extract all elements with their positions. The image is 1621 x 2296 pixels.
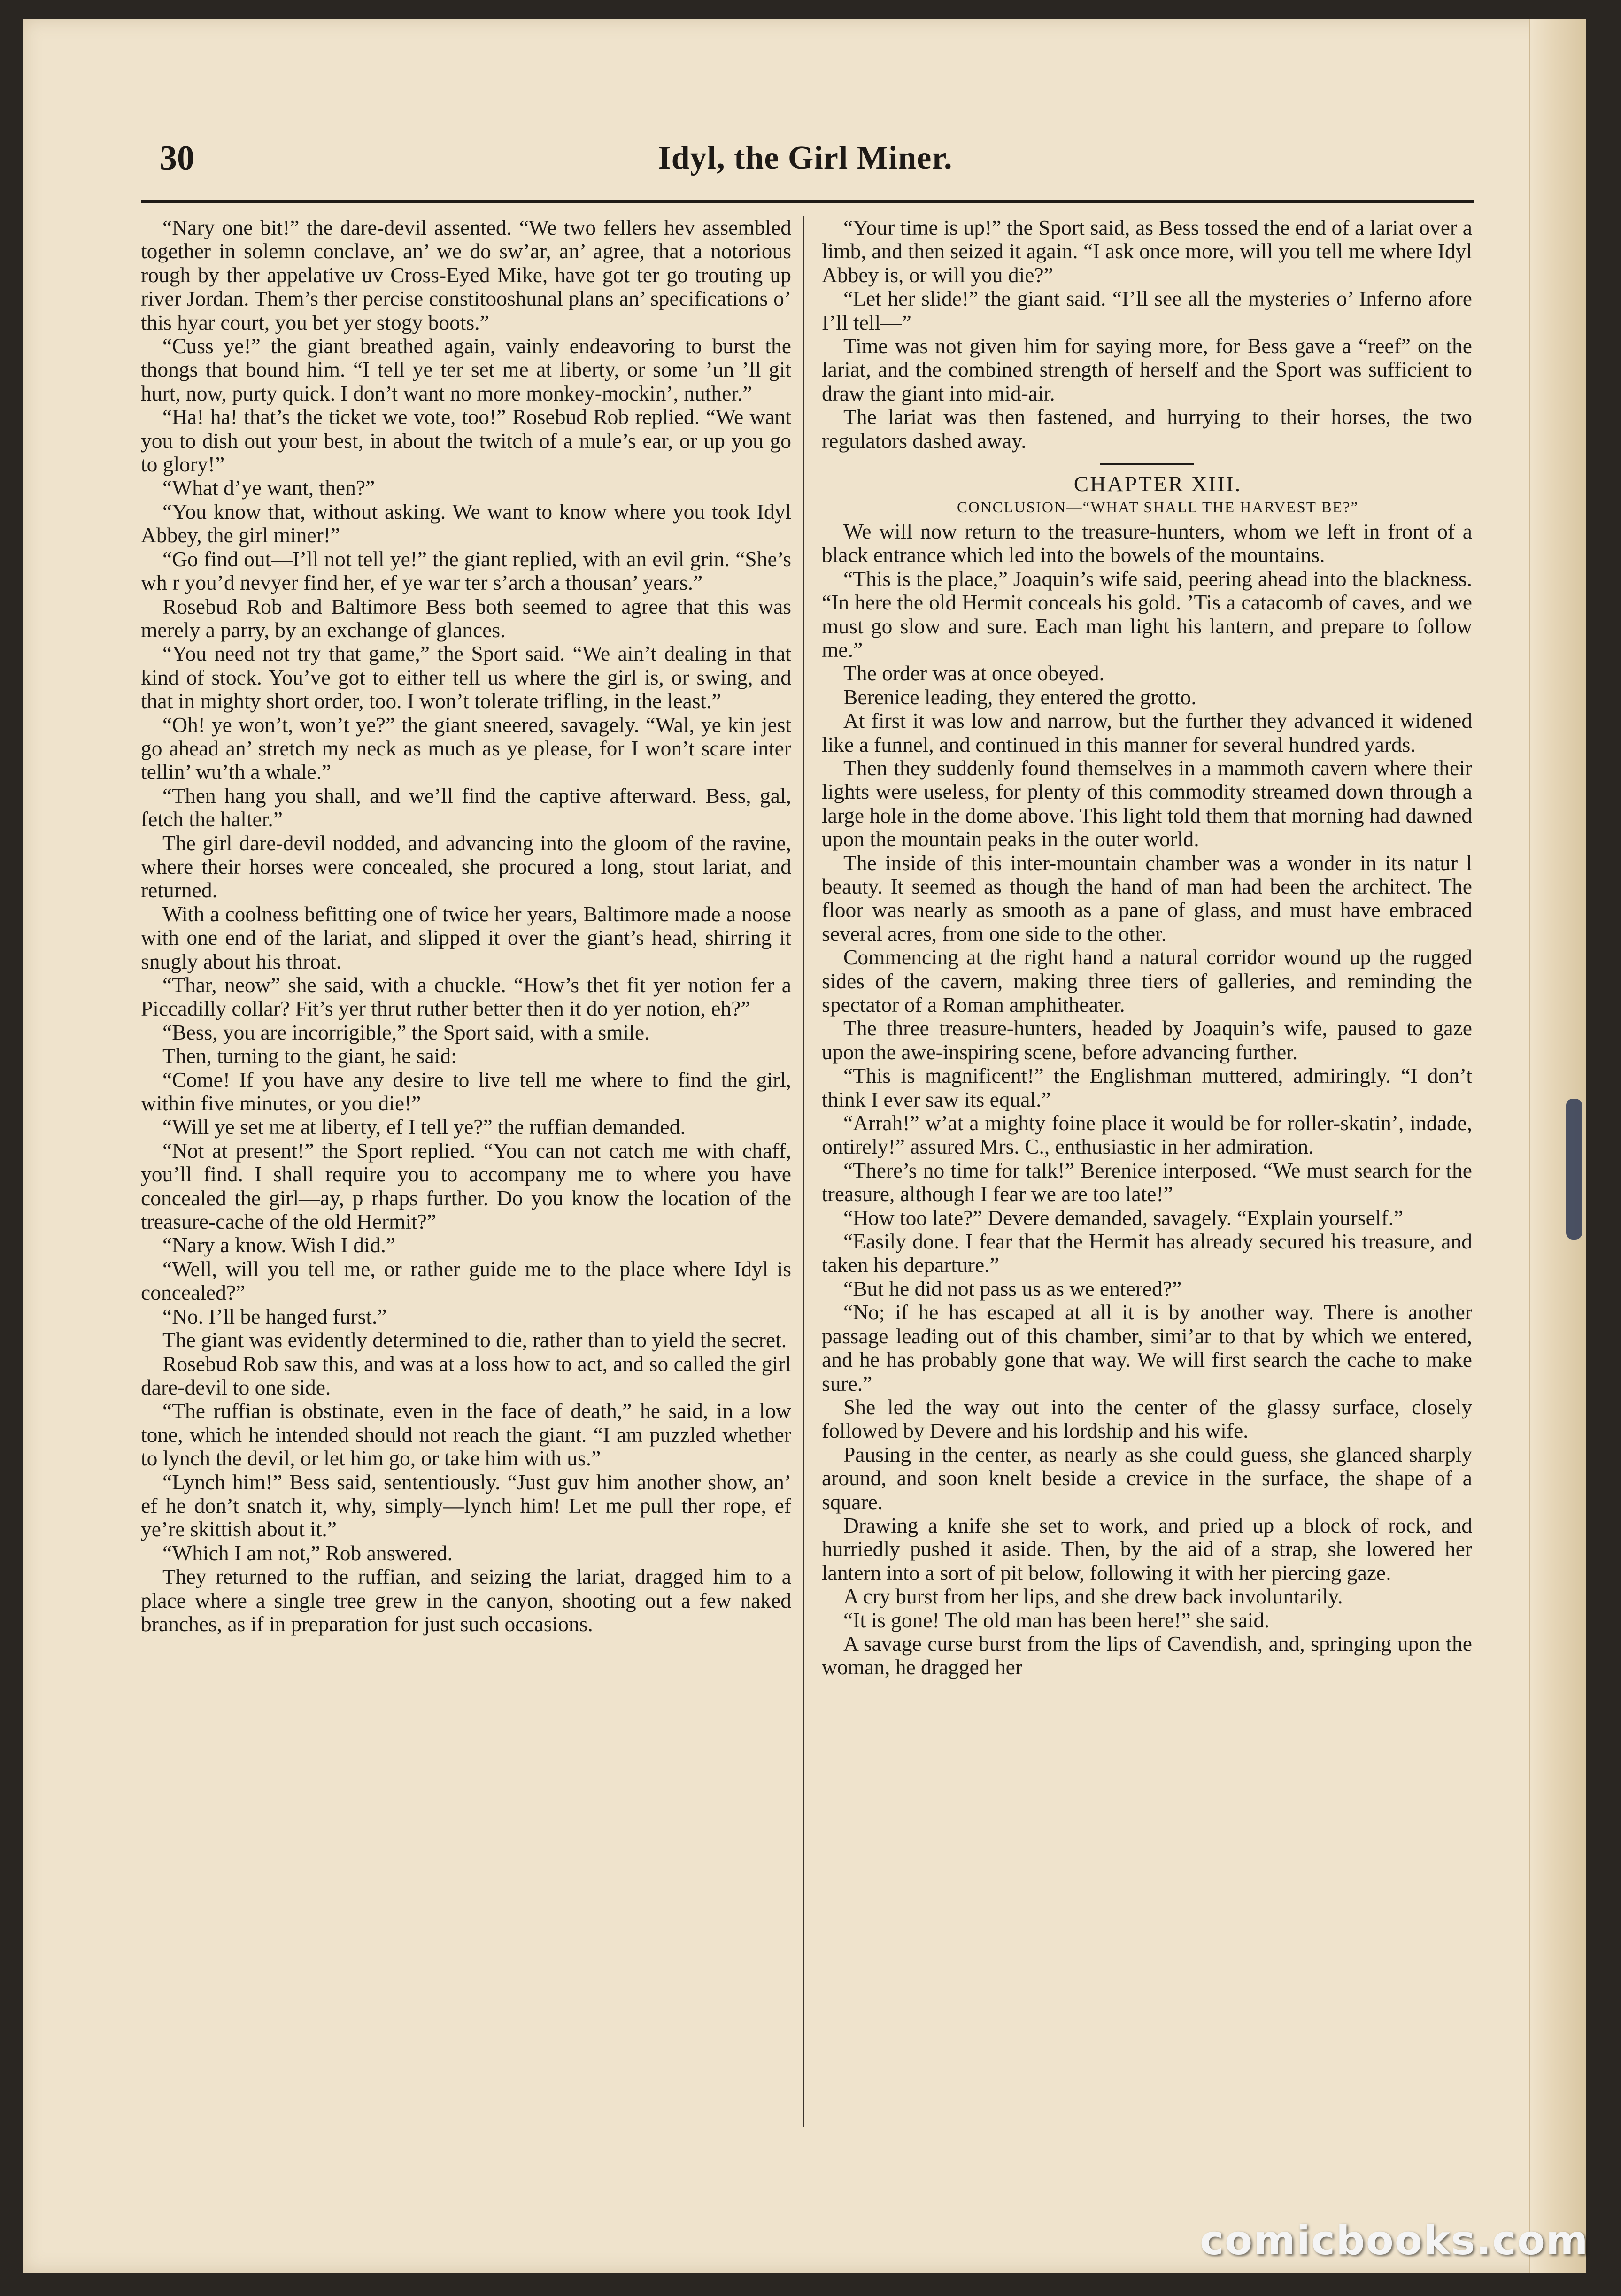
column-divider xyxy=(803,216,804,2127)
right-column-story-end xyxy=(822,216,1472,453)
paragraph: “Go find out—I’ll not tell ye!” the giant replied, with an evil grin. “She’s wh r you’d nevyer find her, ef ye war ter s’arch a thousan’ years.” xyxy=(141,547,791,595)
paragraph: “No; if he has escaped at all it is by another way. There is another passage leading out of this chamber, simi’ar to that by which we entered, and he has probably gone that way. We will first search the cache to make sure.” xyxy=(822,1300,1472,1395)
paragraph: Rosebud Rob and Baltimore Bess both seemed to agree that this was merely a parry, by an exchange of glances. xyxy=(141,594,791,642)
paragraph: “Come! If you have any desire to live tell me where to find the girl, within five minutes, or you die!” xyxy=(141,1067,791,1116)
paragraph: A savage curse burst from the lips of Cavendish, and, springing upon the woman, he dragged her xyxy=(822,1631,1472,1680)
paragraph: “Easily done. I fear that the Hermit has already secured his treasure, and taken his departure.” xyxy=(822,1229,1472,1277)
paragraph: The three treasure-hunters, headed by Joaquin’s wife, paused to gaze upon the awe-inspiring scene, before advancing further. xyxy=(822,1016,1472,1064)
paragraph: “You need not try that game,” the Sport said. “We ain’t dealing in that kind of stock. You’ve got to either tell us where the girl is, or swing, and that in mighty short order, too. I won’t tolerate trifling, in the least.” xyxy=(141,641,791,713)
paragraph: “Your time is up!” the Sport said, as Bess tossed the end of a lariat over a limb, and then seized it again. “I ask once more, will you tell me where Idyl Abbey is, or will you die?” xyxy=(822,216,1472,287)
page-edge-stain xyxy=(1566,1099,1582,1240)
paragraph: They returned to the ruffian, and seizing the lariat, dragged him to a place where a single tree grew in the canyon, shooting out a few naked branches, as if in preparation for just such occasions. xyxy=(141,1564,791,1636)
paragraph: The order was at once obeyed. xyxy=(843,661,1104,686)
right-column xyxy=(822,216,1472,2136)
paragraph: “Cuss ye!” the giant breathed again, vainly endeavoring to burst the thongs that bound him. “I tell ye ter set me at liberty, or some ’un ’ll git hurt, now, purty quick. I don’t want no more monkey-mockin’, nuther.” xyxy=(141,334,791,405)
chapter-subtitle: CONCLUSION—“WHAT SHALL THE HARVEST BE?” xyxy=(957,499,1359,516)
running-title: Idyl, the Girl Miner. xyxy=(658,140,953,176)
paragraph: “Ha! ha! that’s the ticket we vote, too!” Rosebud Rob replied. “We want you to dish out your best, in about the twitch of a mule’s ear, or up you go to glory!” xyxy=(141,405,791,477)
paragraph: We will now return to the treasure-hunters, whom we left in front of a black entrance which led into the bowels of the mountains. xyxy=(822,519,1472,567)
paragraph: “Thar, neow” she said, with a chuckle. “How’s thet fit yer notion fer a Piccadilly collar? Fit’s yer thrut ruther better then it do yer notion, eh?” xyxy=(141,973,791,1021)
paragraph: “Arrah!” w’at a mighty foine place it would be for roller-skatin’, indade, ontirely!” assured Mrs. C., enthusiastic in her admiration. xyxy=(822,1111,1472,1159)
paragraph: “Nary one bit!” the dare-devil assented. “We two fellers hev assembled together in solemn conclave, an’ we do sw’ar, an’ agree, that a notorious rough by ther appelative uv Cross-Eyed Mike, have got ter go trouting up river Jordan. Them’s ther percise constitooshunal plans an’ specifications o’ this hyar court, you bet yer stogy boots.” xyxy=(141,216,791,334)
paragraph: Berenice leading, they entered the grotto. xyxy=(843,685,1196,709)
paragraph: “Nary a know. Wish I did.” xyxy=(162,1233,396,1257)
paragraph: The giant was evidently determined to die, rather than to yield the secret. xyxy=(162,1328,787,1352)
paragraph: The girl dare-devil nodded, and advancing into the gloom of the ravine, where their horses were concealed, she procured a long, stout lariat, and returned. xyxy=(141,831,791,902)
paragraph: “There’s no time for talk!” Berenice interposed. “We must search for the treasure, although I fear we are too late!” xyxy=(822,1158,1472,1206)
paragraph: Drawing a knife she set to work, and pried up a block of rock, and hurriedly pushed it aside. Then, by the aid of a strap, she lowered her lantern into a sort of pit below, following it with her piercing gaze. xyxy=(822,1513,1472,1585)
paragraph: “It is gone! The old man has been here!” she said. xyxy=(843,1608,1270,1632)
paragraph: “You know that, without asking. We want to know where you took Idyl Abbey, the girl miner!” xyxy=(141,499,791,547)
left-column xyxy=(141,216,791,2136)
page-number: 30 xyxy=(160,139,194,177)
paragraph: The lariat was then fastened, and hurrying to their horses, the two regulators dashed away. xyxy=(822,405,1472,453)
site-watermark: comicbooks.com xyxy=(1200,2217,1589,2264)
paragraph: A cry burst from her lips, and she drew back involuntarily. xyxy=(843,1584,1343,1609)
paragraph: Then, turning to the giant, he said: xyxy=(162,1044,457,1068)
paragraph: “Well, will you tell me, or rather guide me to the place where Idyl is concealed?” xyxy=(141,1256,791,1305)
paragraph: “Let her slide!” the giant said. “I’ll see all the mysteries o’ Inferno afore I’ll tell—” xyxy=(822,286,1472,334)
chapter-title: CHAPTER XIII. xyxy=(1073,472,1242,497)
paragraph: “What d’ye want, then?” xyxy=(162,476,375,500)
paragraph: Then they suddenly found themselves in a mammoth cavern where their lights were useless, for plenty of this commodity streamed down through a large hole in the dome above. This light told them that morning had dawned upon the mountain peaks in the outer world. xyxy=(822,755,1472,851)
paragraph: “This is magnificent!” the Englishman muttered, admiringly. “I don’t think I ever saw its equal.” xyxy=(822,1063,1472,1111)
paragraph: “Will ye set me at liberty, ef I tell ye?” the ruffian demanded. xyxy=(162,1115,686,1139)
paragraph: Commencing at the right hand a natural corridor wound up the rugged sides of the cavern, making three tiers of galleries, and reminding the spectator of a Roman amphitheater. xyxy=(822,945,1472,1017)
paragraph: “Lynch him!” Bess said, sententiously. “Just guv him another show, an’ ef he don’t snatch it, why, simply—lynch him! Let me pull ther rope, ef ye’re skittish about it.” xyxy=(141,1470,791,1541)
paragraph: “But he did not pass us as we entered?” xyxy=(843,1276,1182,1301)
paragraph: Pausing in the center, as nearly as she could guess, she glanced sharply around, and soon knelt beside a crevice in the surface, the shape of a square. xyxy=(822,1442,1472,1514)
paragraph: She led the way out into the center of the glassy surface, closely followed by Devere and his lordship and his wife. xyxy=(822,1395,1472,1443)
paragraph: “How too late?” Devere demanded, savagely. “Explain yourself.” xyxy=(843,1205,1404,1230)
chapter-rule xyxy=(1100,463,1194,465)
paragraph: The inside of this inter-mountain chamber was a wonder in its natur l beauty. It seemed as though the hand of man had been the architect. The floor was nearly as smooth as a pane of glass, and must have embraced several acres, from one side to the other. xyxy=(822,850,1472,946)
paragraph: “This is the place,” Joaquin’s wife said, peering ahead into the blackness. “In here the old Hermit conceals his gold. ’Tis a catacomb of caves, and we must go slow and sure. Each man light his lantern, and prepare to follow me.” xyxy=(822,566,1472,662)
header-rule xyxy=(141,200,1474,203)
paragraph: At first it was low and narrow, but the further they advanced it widened like a funnel, and continued in this manner for several hundred yards. xyxy=(822,709,1472,756)
paragraph: Rosebud Rob saw this, and was at a loss how to act, and so called the girl dare-devil to one side. xyxy=(141,1351,791,1399)
paragraph: “Then hang you shall, and we’ll find the captive afterward. Bess, gal, fetch the halter.” xyxy=(141,783,791,832)
page-header xyxy=(139,134,1472,190)
paragraph: “Which I am not,” Rob answered. xyxy=(162,1541,453,1565)
paragraph: “Bess, you are incorrigible,” the Sport said, with a smile. xyxy=(162,1020,650,1044)
paragraph: Time was not given him for saying more, for Bess gave a “reef” on the lariat, and the combined strength of herself and the Sport was sufficient to draw the giant into mid-air. xyxy=(822,334,1472,405)
paragraph: “No. I’ll be hanged furst.” xyxy=(162,1304,387,1328)
paragraph: “Oh! ye won’t, won’t ye?” the giant sneered, savagely. “Wal, ye kin jest go ahead an’ stretch my neck as much as ye please, for I won’t scare inter tellin’ wu’th a whale.” xyxy=(141,712,791,784)
right-column-chapter-text xyxy=(822,520,1472,1680)
paragraph: “The ruffian is obstinate, even in the face of death,” he said, in a low tone, which he intended should not reach the giant. “I am puzzled whether to lynch the devil, or let him go, or take him with us.” xyxy=(141,1399,791,1471)
paragraph: “Not at present!” the Sport replied. “You can not catch me with chaff, you’ll find. I shall require you to accompany me to where you have concealed the girl—ay, p rhaps further. Do you know the location of the treasure-cache of the old Hermit?” xyxy=(141,1138,791,1234)
paragraph: With a coolness befitting one of twice her years, Baltimore made a noose with one end of the lariat, and slipped it over the giant’s head, shirring it snugly about his throat. xyxy=(141,901,791,973)
